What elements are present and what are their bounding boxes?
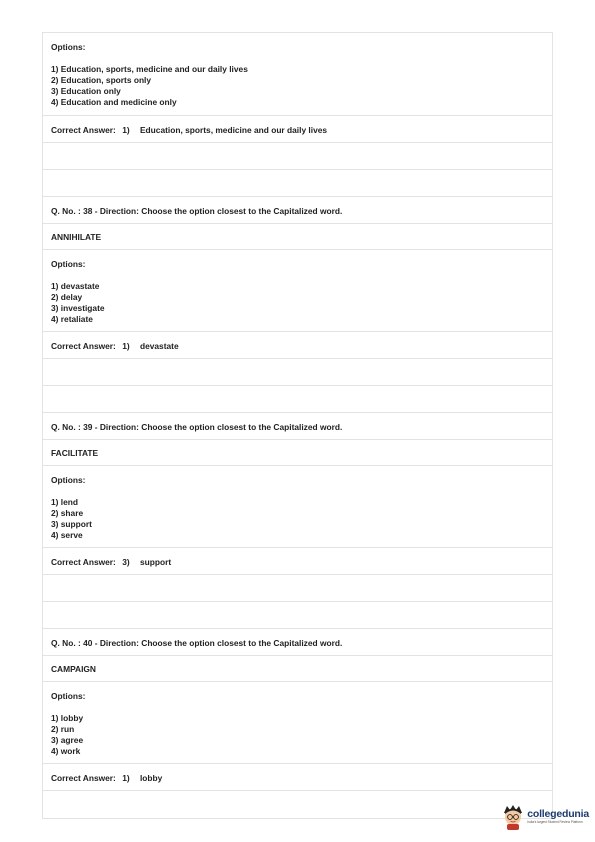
option-item: 3) agree	[51, 735, 84, 745]
question-word: ANNIHILATE	[43, 224, 552, 250]
options-label: Options:	[51, 259, 86, 269]
option-item: 2) run	[51, 724, 75, 734]
answer-number: 1)	[122, 341, 130, 351]
option-item: 1) devastate	[51, 281, 100, 291]
answer-text: support	[139, 557, 172, 567]
answer-label: Correct Answer:	[51, 125, 116, 135]
blank-row	[43, 575, 552, 602]
option-item: 4) serve	[51, 530, 83, 540]
collegedunia-logo	[501, 804, 589, 830]
option-item: 3) investigate	[51, 303, 105, 313]
options-label: Options:	[51, 42, 86, 52]
option-item: 3) Education only	[51, 86, 121, 96]
correct-answer-row	[43, 764, 552, 791]
option-item: 3) support	[51, 519, 92, 529]
answer-label: Correct Answer:	[51, 341, 116, 351]
option-item: 4) retaliate	[51, 314, 93, 324]
option-item: 1) Education, sports, medicine and our daily lives	[51, 64, 248, 74]
options-block	[43, 33, 552, 116]
option-item: 1) lobby	[51, 713, 84, 723]
answer-number: 1)	[122, 773, 130, 783]
option-item: 2) delay	[51, 292, 83, 302]
brand-name: collegedunia	[527, 808, 589, 820]
answer-label: Correct Answer:	[51, 773, 116, 783]
answer-text: Education, sports, medicine and our daily lives	[139, 125, 328, 135]
blank-row	[43, 602, 552, 629]
question-sheet	[42, 32, 553, 819]
question-header: Q. No. : 39 - Direction: Choose the option closest to the Capitalized word.	[43, 413, 552, 440]
answer-label: Correct Answer:	[51, 557, 116, 567]
answer-number: 3)	[122, 557, 130, 567]
options-block	[43, 466, 552, 548]
question-word: CAMPAIGN	[43, 656, 552, 682]
options-label: Options:	[51, 475, 86, 485]
option-item: 4) Education and medicine only	[51, 97, 177, 107]
mascot-logo-icon	[501, 804, 525, 830]
answer-text: devastate	[139, 341, 179, 351]
answer-number: 1)	[122, 125, 130, 135]
options-block	[43, 682, 552, 764]
blank-row	[43, 791, 552, 818]
option-item: 2) share	[51, 508, 84, 518]
question-word: FACILITATE	[43, 440, 552, 466]
option-item: 1) lend	[51, 497, 78, 507]
correct-answer-row	[43, 548, 552, 575]
blank-row	[43, 170, 552, 197]
correct-answer-row	[43, 116, 552, 143]
options-block	[43, 250, 552, 332]
option-item: 4) work	[51, 746, 81, 756]
blank-row	[43, 386, 552, 413]
correct-answer-row	[43, 332, 552, 359]
question-header: Q. No. : 38 - Direction: Choose the option closest to the Capitalized word.	[43, 197, 552, 224]
options-label: Options:	[51, 691, 86, 701]
answer-text: lobby	[139, 773, 163, 783]
blank-row	[43, 359, 552, 386]
brand-tagline: India's largest Student Review Platform	[527, 820, 583, 824]
blank-row	[43, 143, 552, 170]
option-item: 2) Education, sports only	[51, 75, 152, 85]
question-header: Q. No. : 40 - Direction: Choose the option closest to the Capitalized word.	[43, 629, 552, 656]
